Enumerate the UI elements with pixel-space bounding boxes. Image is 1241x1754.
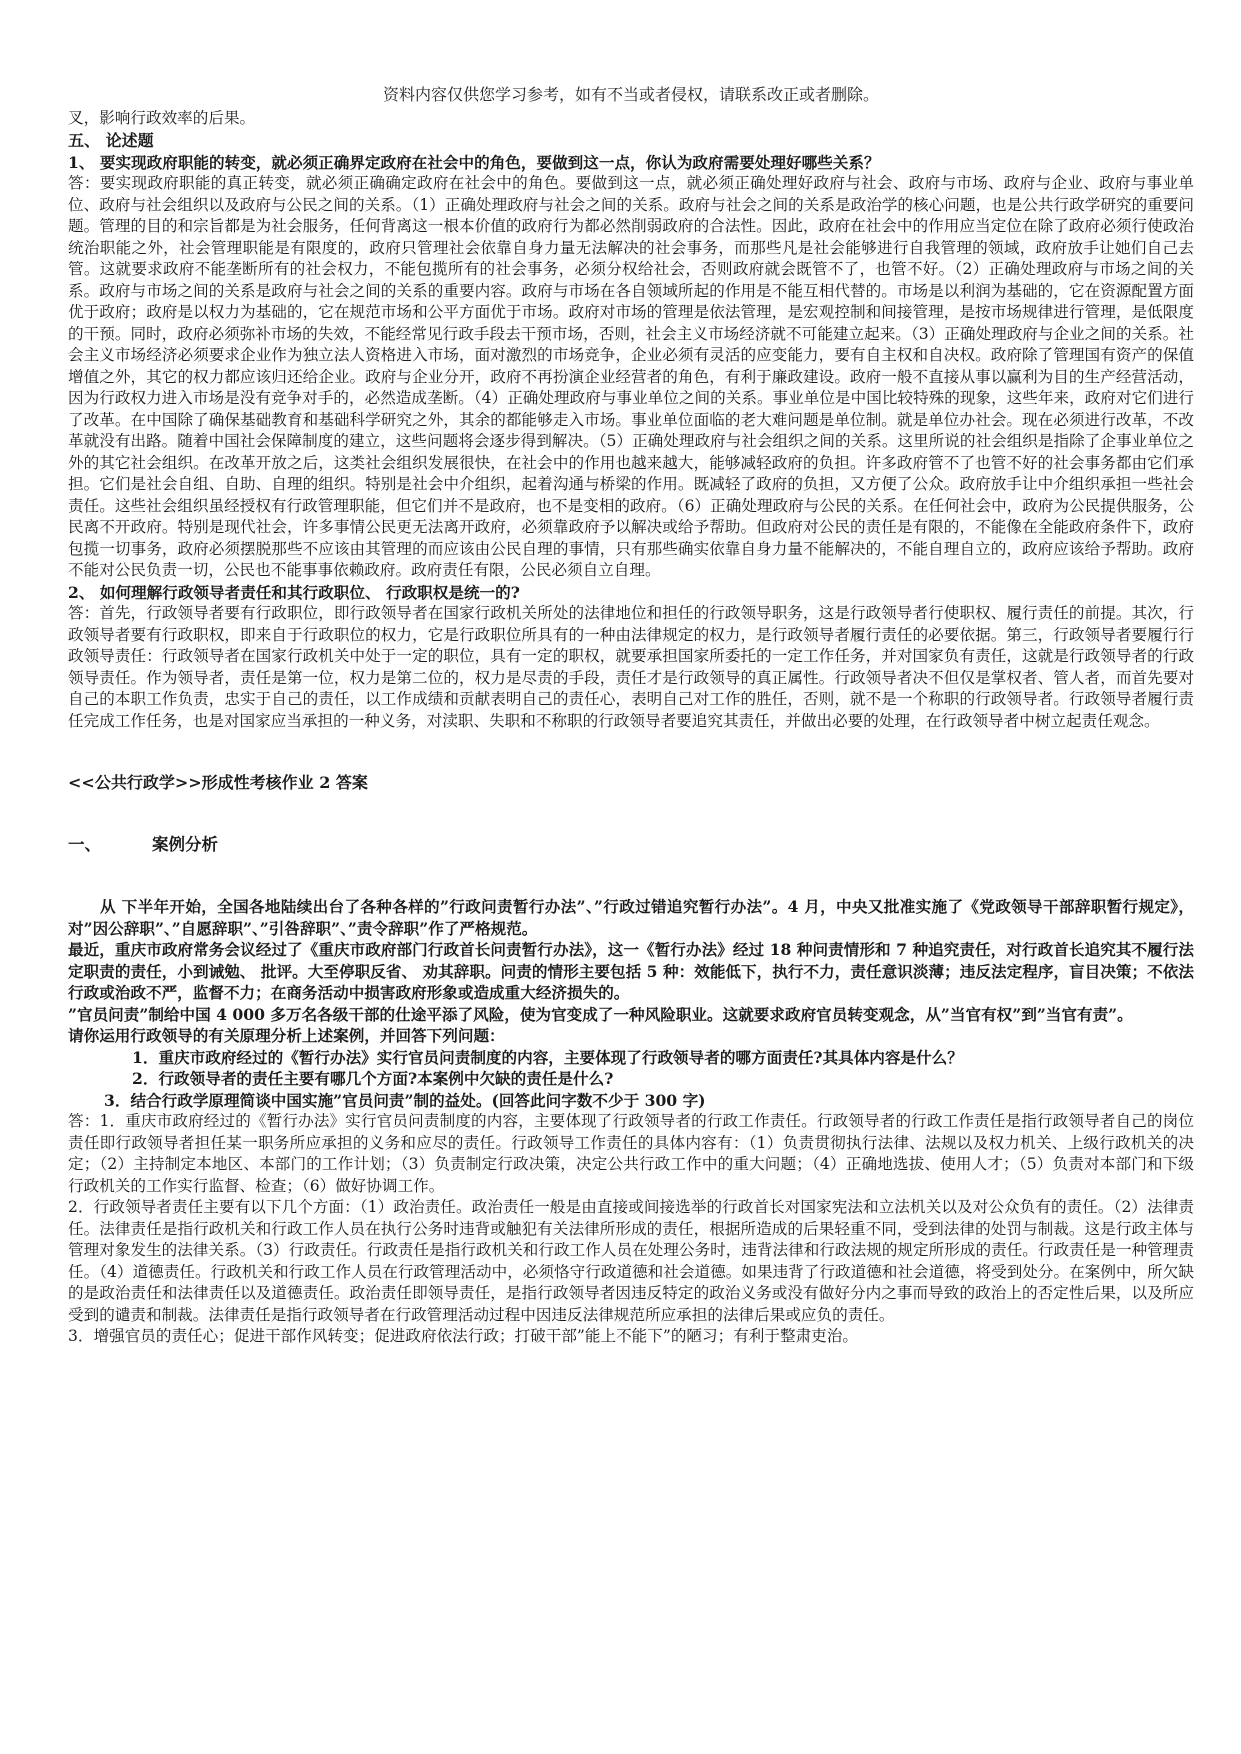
case-answer-1: 答：1．重庆市政府经过的《暂行办法》实行官员问责制度的内容，主要体现了行政领导者的行政工作责任。行政领导者的行政工作责任是指行政领导者自己的岗位责任即行政领导者担任某一职务所应承担的义务和应尽的责任。行政领导工作责任的具体内容有：（1）负责贯彻执行法律、法规以及权力机关、上级行政机关的决定；（2）主持制定本地区、本部门的工作计划；（3）负责制定行政决策，决定公共行政工作中的重大问题；（4）正确地选拔、使用人才；（5）负责对本部门和下级行政机关的工作实行监督、检查；（6）做好协调工作。 — [68, 1112, 1194, 1195]
case-paragraph-2: 最近，重庆市政府常务会议经过了《重庆市政府部门行政首长问责暂行办法》，这一《暂行办法》经过 18 种问责情形和 7 种追究责任，对行政首长追究其不履行法定职责的责任，小到诫勉、 批评。大至停职反省、 劝其辞职。问责的情形主要包括 5 种：效能低下，执行不力，责任意识淡薄；违反法定程序，盲目决策；不依法行政或治政不严，监督不力；在商务活动中损害政府形象或造成重大经济损失的。 — [68, 940, 1194, 1002]
case-subquestion-2: 2．行政领导者的责任主要有哪几个方面?本案例中欠缺的责任是什么? — [132, 1069, 614, 1088]
question-2: 2、 如何理解行政领导者责任和其行政职位、 行政职权是统一的? — [68, 582, 520, 602]
question-1: 1、 要实现政府职能的转变，就必须正确界定政府在社会中的角色，要做到这一点，你认为政府需要处理好哪些关系？ — [68, 152, 880, 172]
answer-2: 答：首先，行政领导者要有行政职位，即行政领导者在国家行政机关所处的法律地位和担任的行政领导职务，这是行政领导者行使职权、履行责任的前提。其次，行政领导者要有行政职权，即来自于行政职位的权力，它是行政职位所具有的一种由法律规定的权力，是行政领导者履行责任的必要依据。第三，行政领导者要履行行政领导责任：行政领导者在国家行政机关中处于一定的职位，具有一定的职权，就要承担国家所委托的一定工作任务，并对国家负有责任，这就是行政领导者的行政领导责任。作为领导者，责任是第一位，权力是第二位的，权力是尽责的手段，责任才是行政领导的真正属性。行政领导者决不但仅是掌权者、管人者，而首先要对自己的本职工作负责，忠实于自己的责任，以工作成绩和贡献表明自己的责任心，表明自己对工作的胜任，否则，就不是一个称职的行政领导者。行政领导者履行责任完成工作任务，也是对国家应当承担的一种义务，对渎职、失职和不称职的行政领导者要追究其责任，并做出必要的处理，在行政领导者中树立起责任观念。 — [68, 604, 1194, 730]
case-paragraph-1: 从 下半年开始，全国各地陆续出台了各种各样的”行政问责暂行办法”、”行政过错追究暂行办法”。4 月，中央又批准实施了《党政领导干部辞职暂行规定》，对”因公辞职”、”自愿辞职”、”引咎辞职”、”责令辞职”作了严格规范。 — [68, 897, 1194, 938]
case-paragraph-3: ”官员问责”制给中国 4 000 多万名各级干部的仕途平添了风险，使为官变成了一种风险职业。这就要求政府官员转变观念，从”当官有权”到”当官有责”。 — [68, 1004, 1133, 1024]
case-prompt: 请你运用行政领导的有关原理分析上述案例，并回答下列问题： — [68, 1026, 505, 1045]
intro-tail-text: 叉，影响行政效率的后果。 — [68, 109, 256, 127]
section-five-title: 五、 论述题 — [68, 130, 154, 150]
answer-1: 答：要实现政府职能的真正转变，就必须正确确定政府在社会中的角色。要做到这一点，就必须正确处理好政府与社会、政府与市场、政府与企业、政府与事业单位、政府与社会组织以及政府与公民之间的关系。（1）正确处理政府与社会之间的关系。政府与社会之间的关系是政治学的核心问题，也是公共行政学研究的重要问题。管理的目的和宗旨都是为社会服务，任何背离这一根本价值的政府行为都必然削弱政府的合法性。因此，政府在社会中的作用应当定位在除了政府必须行使政治统治职能之外，社会管理职能是有限度的，政府只管理社会依靠自身力量无法解决的社会事务，而那些凡是社会能够进行自我管理的领域，政府放手让她们自己去管。这就要求政府不能垄断所有的社会权力，不能包揽所有的社会事务，必须分权给社会，否则政府就会既管不了，也管不好。（2）正确处理政府与市场之间的关系。政府与市场之间的关系是政府与社会之间的关系的重要内容。政府与市场在各自领域所起的作用是不能互相代替的。市场是以利润为基础的，它在资源配置方面优于政府；政府是以权力为基础的，它在规范市场和公平方面优于市场。政府对市场的管理是依法管理，是宏观控制和间接管理，是按市场规律进行管理，是低限度的干预。同时，政府必须弥补市场的失效，不能经常见行政手段去干预市场，否则，社会主义市场经济就不可能建立起来。（3）正确处理政府与企业之间的关系。社会主义市场经济必须要求企业作为独立法人资格进入市场，面对激烈的市场竞争，企业必须有灵活的应变能力，要有自主权和自决权。政府除了管理国有资产的保值增值之外，其它的权力都应该归还给企业。政府与企业分开，政府不再扮演企业经营者的角色，有利于廉政建设。政府一般不直接从事以赢利为目的生产经营活动，因为行政权力进入市场是没有竞争对手的，必然造成垄断。（4）正确处理政府与事业单位之间的关系。事业单位是中国比较特殊的现象，这些年来，政府对它们进行了改革。在中国除了确保基础教育和基础科学研究之外，其余的都能够走入市场。事业单位面临的老大难问题是单位制。就是单位办社会。现在必须进行改革，不改革就没有出路。随着中国社会保障制度的建立，这些问题将会逐步得到解决。（5）正确处理政府与社会组织之间的关系。这里所说的社会组织是指除了企事业单位之外的其它社会组织。在改革开放之后，这类社会组织发展很快，在社会中的作用也越来越大，能够减轻政府的负担。许多政府管不了也管不好的社会事务都由它们承担。它们是社会自组、自助、自理的组织。特别是社会中介组织，起着沟通与桥梁的作用。既减轻了政府的负担，又方便了公众。政府放手让中介组织承担一些社会责任。这些社会组织虽经授权有行政管理职能，但它们并不是政府，也不是变相的政府。（6）正确处理政府与公民的关系。在任何社会中，政府为公民提供服务，公民离不开政府。特别是现代社会，许多事情公民更无法离开政府，必须靠政府予以解决或给予帮助。但政府对公民的责任是有限的，不能像在全能政府条件下，政府包揽一切事务，政府必须摆脱那些不应该由其管理的而应该由公民自理的事情，只有那些确实依靠自身力量不能解决的，不能自理自立的，政府应该给予帮助。政府不能对公民负责一切，公民也不能事事依赖政府。政府责任有限，公民必须自立自理。 — [68, 174, 1194, 579]
case-answer-2: 2．行政领导者责任主要有以下几个方面：（1）政治责任。政治责任一般是由直接或间接选举的行政首长对国家宪法和立法机关以及对公众负有的责任。（2）法律责任。法律责任是指行政机关和行政工作人员在执行公务时违背或触犯有关法律所形成的责任，根据所造成的后果轻重不同，受到法律的处罚与制裁。这是行政主体与管理对象发生的法律关系。（3）行政责任。行政责任是指行政机关和行政工作人员在处理公务时，违背法律和行政法规的规定所形成的责任。行政责任是一种管理责任。（4）道德责任。行政机关和行政工作人员在行政管理活动中，必须恪守行政道德和社会道德。如果违背了行政道德和社会道德，将受到处分。在案例中，所欠缺的是政治责任和法律责任以及道德责任。政治责任即领导责任，是指行政领导者因违反特定的政治义务或没有做好分内之事而导致的政治上的否定性后果，以及所应受到的谴责和制裁。法律责任是指行政领导者在行政管理活动过程中因违反法律规范所应承担的法律后果或应负的责任。 — [68, 1198, 1194, 1324]
homework-2-title: <<公共行政学>>形成性考核作业 2 答案 — [68, 773, 368, 792]
part-one-number: 一、 — [68, 835, 101, 854]
part-one-heading — [68, 834, 1194, 856]
part-one-title: 案例分析 — [152, 835, 218, 854]
case-subquestion-1: 1．重庆市政府经过的《暂行办法》实行官员问责制度的内容，主要体现了行政领导者的哪方面责任?其具体内容是什么？ — [132, 1047, 963, 1067]
case-subquestion-3: 3．结合行政学原理简谈中国实施”官员问责”制的益处。(回答此问字数不少于 300 字) — [104, 1090, 706, 1110]
case-answer-3: 3．增强官员的责任心；促进干部作风转变；促进政府依法行政；打破干部”能上不能下”的陋习；有利于整肃吏治。 — [68, 1327, 858, 1345]
document-page — [68, 84, 1194, 1348]
page-header-notice: 资料内容仅供您学习参考，如有不当或者侵权，请联系改正或者删除。 — [382, 85, 879, 104]
